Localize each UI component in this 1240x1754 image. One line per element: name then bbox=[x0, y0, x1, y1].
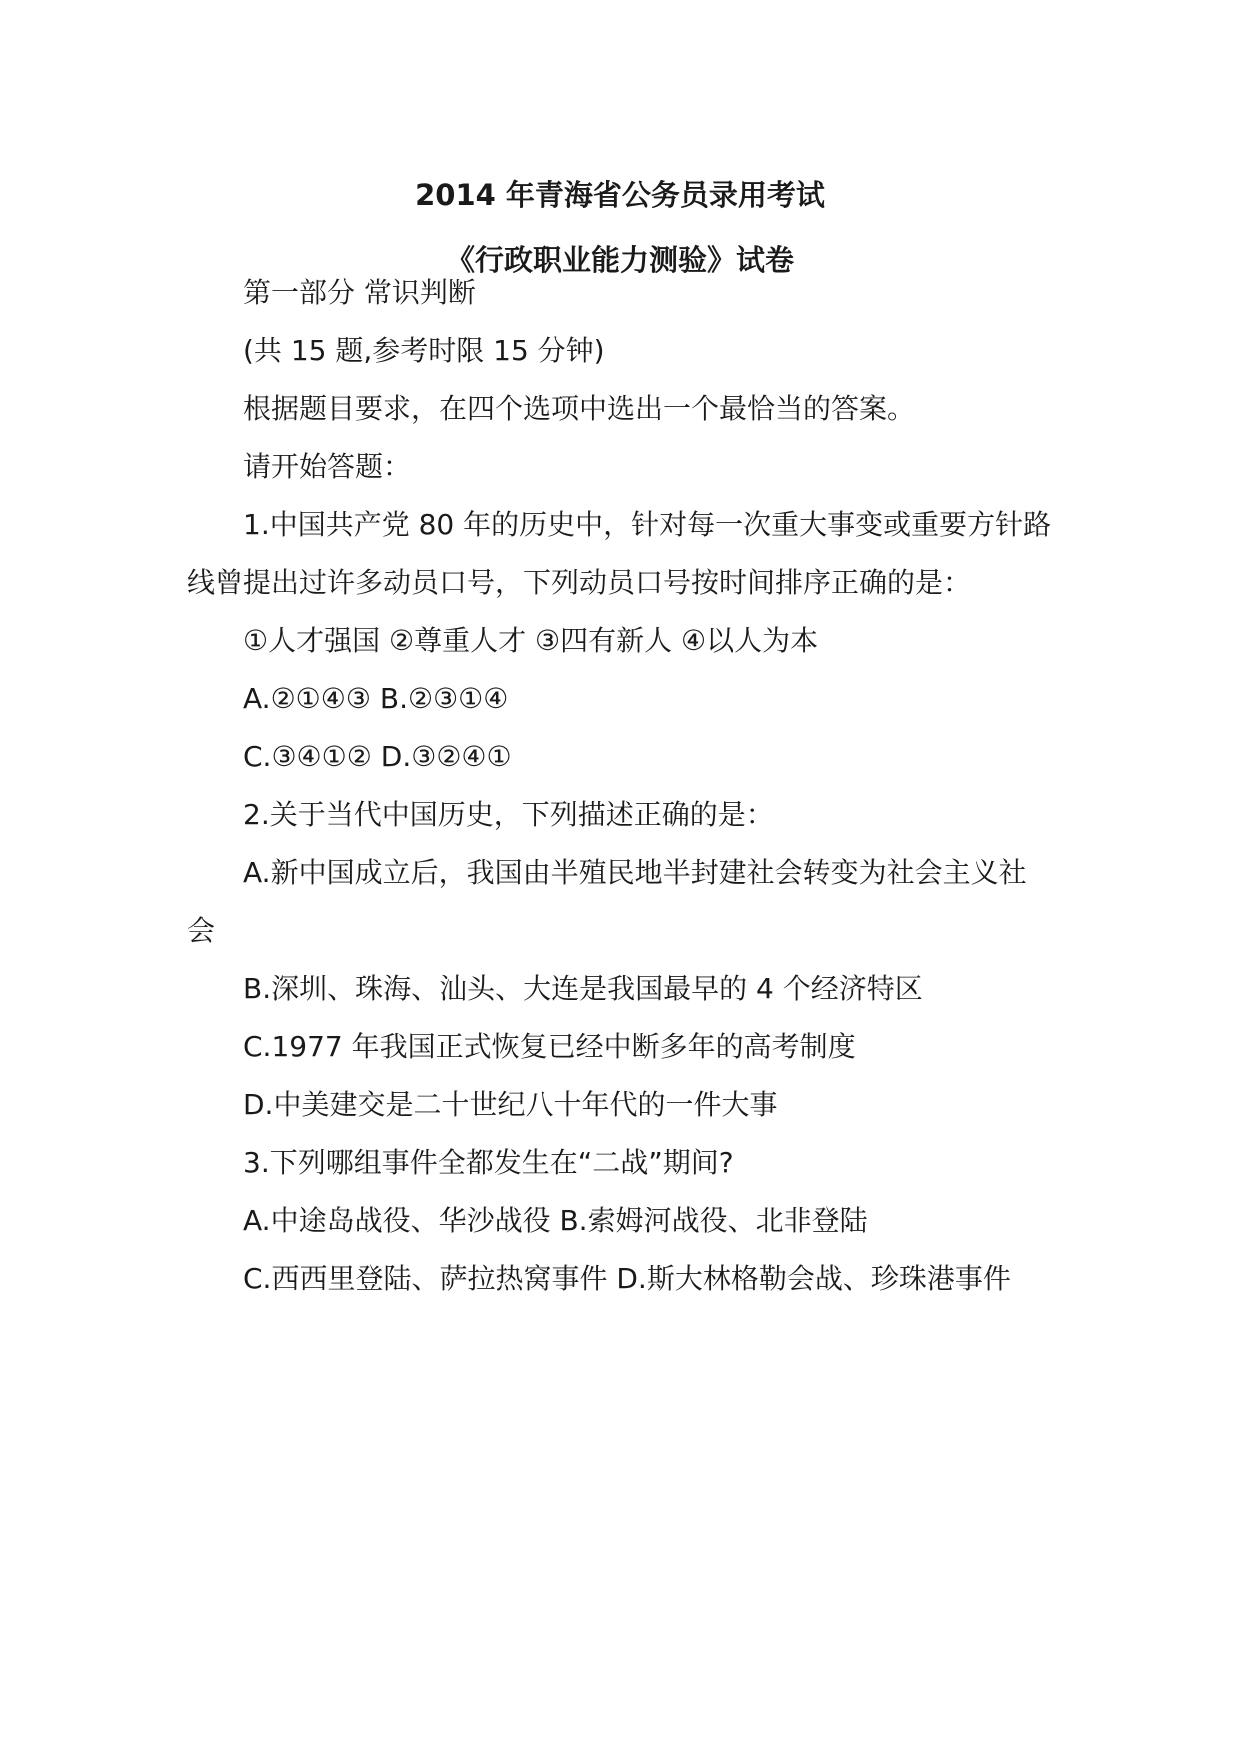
question-2-option-d: D.中美建交是二十世纪八十年代的一件大事 bbox=[243, 1088, 778, 1121]
question-2-option-a-line-2: 会 bbox=[187, 914, 216, 947]
question-3-options-ab: A.中途岛战役、华沙战役 B.索姆河战役、北非登陆 bbox=[243, 1204, 868, 1237]
question-2-option-a-line-1: A.新中国成立后，我国由半殖民地半封建社会转变为社会主义社 bbox=[243, 856, 1027, 889]
section-heading: 第一部分 常识判断 bbox=[243, 276, 476, 309]
question-2-option-b: B.深圳、珠海、汕头、大连是我国最早的 4 个经济特区 bbox=[243, 972, 923, 1005]
section-instruction: 根据题目要求，在四个选项中选出一个最恰当的答案。 bbox=[243, 392, 916, 425]
start-prompt: 请开始答题： bbox=[243, 450, 412, 483]
question-1-stem-line-2: 线曾提出过许多动员口号，下列动员口号按时间排序正确的是： bbox=[187, 566, 972, 599]
section-time-limit: (共 15 题,参考时限 15 分钟) bbox=[243, 334, 605, 367]
exam-subtitle: 《行政职业能力测验》试卷 bbox=[445, 243, 794, 277]
question-1-items: ①人才强国 ②尊重人才 ③四有新人 ④以人为本 bbox=[243, 624, 819, 657]
question-1-options-ab: A.②①④③ B.②③①④ bbox=[243, 682, 509, 715]
question-2-stem: 2.关于当代中国历史，下列描述正确的是： bbox=[243, 798, 774, 831]
exam-title: 2014 年青海省公务员录用考试 bbox=[415, 178, 825, 212]
question-3-options-cd: C.西西里登陆、萨拉热窝事件 D.斯大林格勒会战、珍珠港事件 bbox=[243, 1262, 1011, 1295]
question-3-stem: 3.下列哪组事件全都发生在“二战”期间? bbox=[243, 1146, 734, 1179]
question-1-options-cd: C.③④①② D.③②④① bbox=[243, 740, 512, 773]
question-2-option-c: C.1977 年我国正式恢复已经中断多年的高考制度 bbox=[243, 1030, 856, 1063]
question-1-stem-line-1: 1.中国共产党 80 年的历史中，针对每一次重大事变或重要方针路 bbox=[243, 508, 1052, 541]
